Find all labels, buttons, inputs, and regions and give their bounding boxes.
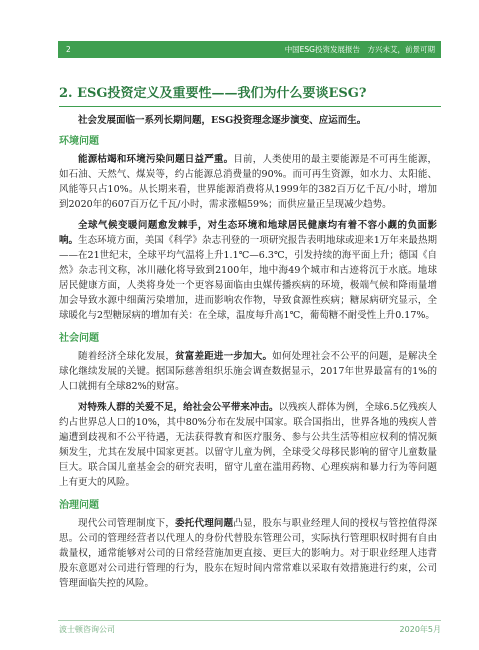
paragraph-text: 生态环境方面，美国《科学》杂志刊登的一项研究报告表明地球或迎来1万年来最热期——在21世纪末，全球平均气温将上升1.1℃—6.3℃，引发持续的海平面上升；德国《自然》杂志刊文称，冰川融化将导致到2100年，地中海49个城市和古迹将沉于水底。地球居民健康方面，人类将身处一个更容易面临由虫媒传播疾病的环境，极端气候和降雨量增加会导致水源中细菌污染增加，进而影响农作物，导致食源性疾病；糖尿病研究显示，全球暖化与2型糖尿病的增加有关：在全球，温度每升高1℃，葡萄糖不耐受性上升0.17%。 [59, 235, 437, 321]
chapter-subtitle: 社会发展面临一系列长期问题，ESG投资理念逐步演变、应运而生。 [78, 115, 367, 126]
section-heading: 治理问题 [59, 500, 99, 511]
paragraph [59, 516, 437, 591]
section-heading: 环境问题 [59, 136, 99, 147]
footer-publisher: 波士顿咨询公司 [59, 625, 115, 634]
report-title: 中国ESG投资发展报告 方兴未艾，前景可期 [284, 45, 435, 54]
paragraph-emphasis: 委托代理问题 [175, 518, 234, 529]
page-number: 2 [66, 45, 71, 54]
paragraph [59, 349, 437, 394]
paragraph-text: 以残疾人群体为例，全球6.5亿残疾人约占世界总人口的10%，其中80%分布在发展中国家。联合国指出，世界各地的残疾人普遍遭到歧视和不公平待遇，无法获得教育和医疗服务、参与公共生活等相应权利的情况频频发生，尤其在发展中国家更甚。以留守儿童为例，全球受父母移民影响的留守儿童数量巨大。联合国儿童基金会的研究表明，留守儿童在滥用药物、心理疾病和暴力行为等问题上有更大的风险。 [59, 402, 437, 488]
paragraph-text: 凸显，股东与职业经理人间的授权与管控值得深思。公司的管理经营者以代理人的身份代替股东管理公司，实际执行管理职权时拥有自由裁量权，通常能够对公司的日常经营施加更直接、更巨大的影响力。对于职业经理人违背股东意愿对公司进行管理的行为，股东在短时间内常常难以采取有效措施进行约束，公司管理面临失控的风险。 [59, 518, 437, 589]
footer-rule [58, 620, 441, 621]
paragraph [59, 400, 437, 490]
paragraph [59, 218, 437, 323]
page-header-bar [58, 41, 441, 58]
footer-date: 2020年5月 [399, 625, 441, 634]
paragraph-text: 随着经济全球化发展， [78, 351, 176, 362]
paragraph-emphasis: 能源枯竭和环境污染问题日益严重。 [78, 154, 234, 165]
paragraph-text: 如何处理社会不公平的问题，是解决全球化继续发展的关键。据国际慈善组织乐施会调查数据显示，2017年世界最富有的1%的人口就拥有全球82%的财富。 [59, 351, 437, 392]
paragraph-emphasis: 全球气候变暖问题愈发棘手，对生态环境和地球居民健康均有着不容小觑的负面影响。 [59, 220, 437, 246]
paragraph-emphasis: 对特殊人群的关爱不足，给社会公平带来冲击。 [78, 402, 279, 413]
section-governance [59, 498, 441, 591]
page-body [59, 86, 441, 591]
paragraph [59, 152, 437, 212]
paragraph-emphasis: 贫富差距进一步加大。 [175, 351, 273, 362]
chapter-title: 2. ESG投资定义及重要性——我们为什么要谈ESG? [59, 86, 441, 107]
paragraph-text: 现代公司管理制度下， [78, 518, 176, 529]
paragraph-text: 目前，人类使用的最主要能源是不可再生能源，如石油、天然气、煤炭等，约占能源总消费量的90%。而可再生资源，如水力、太阳能、风能等只占10%。从长期来看，世界能源消费将从1999年的382百万亿千瓦/小时，增加到2020年的607百万亿千瓦/小时，需求涨幅59%；而供应量正呈现减少趋势。 [59, 154, 437, 210]
section-social [59, 331, 441, 490]
section-environment [59, 134, 441, 323]
section-heading: 社会问题 [59, 333, 99, 344]
